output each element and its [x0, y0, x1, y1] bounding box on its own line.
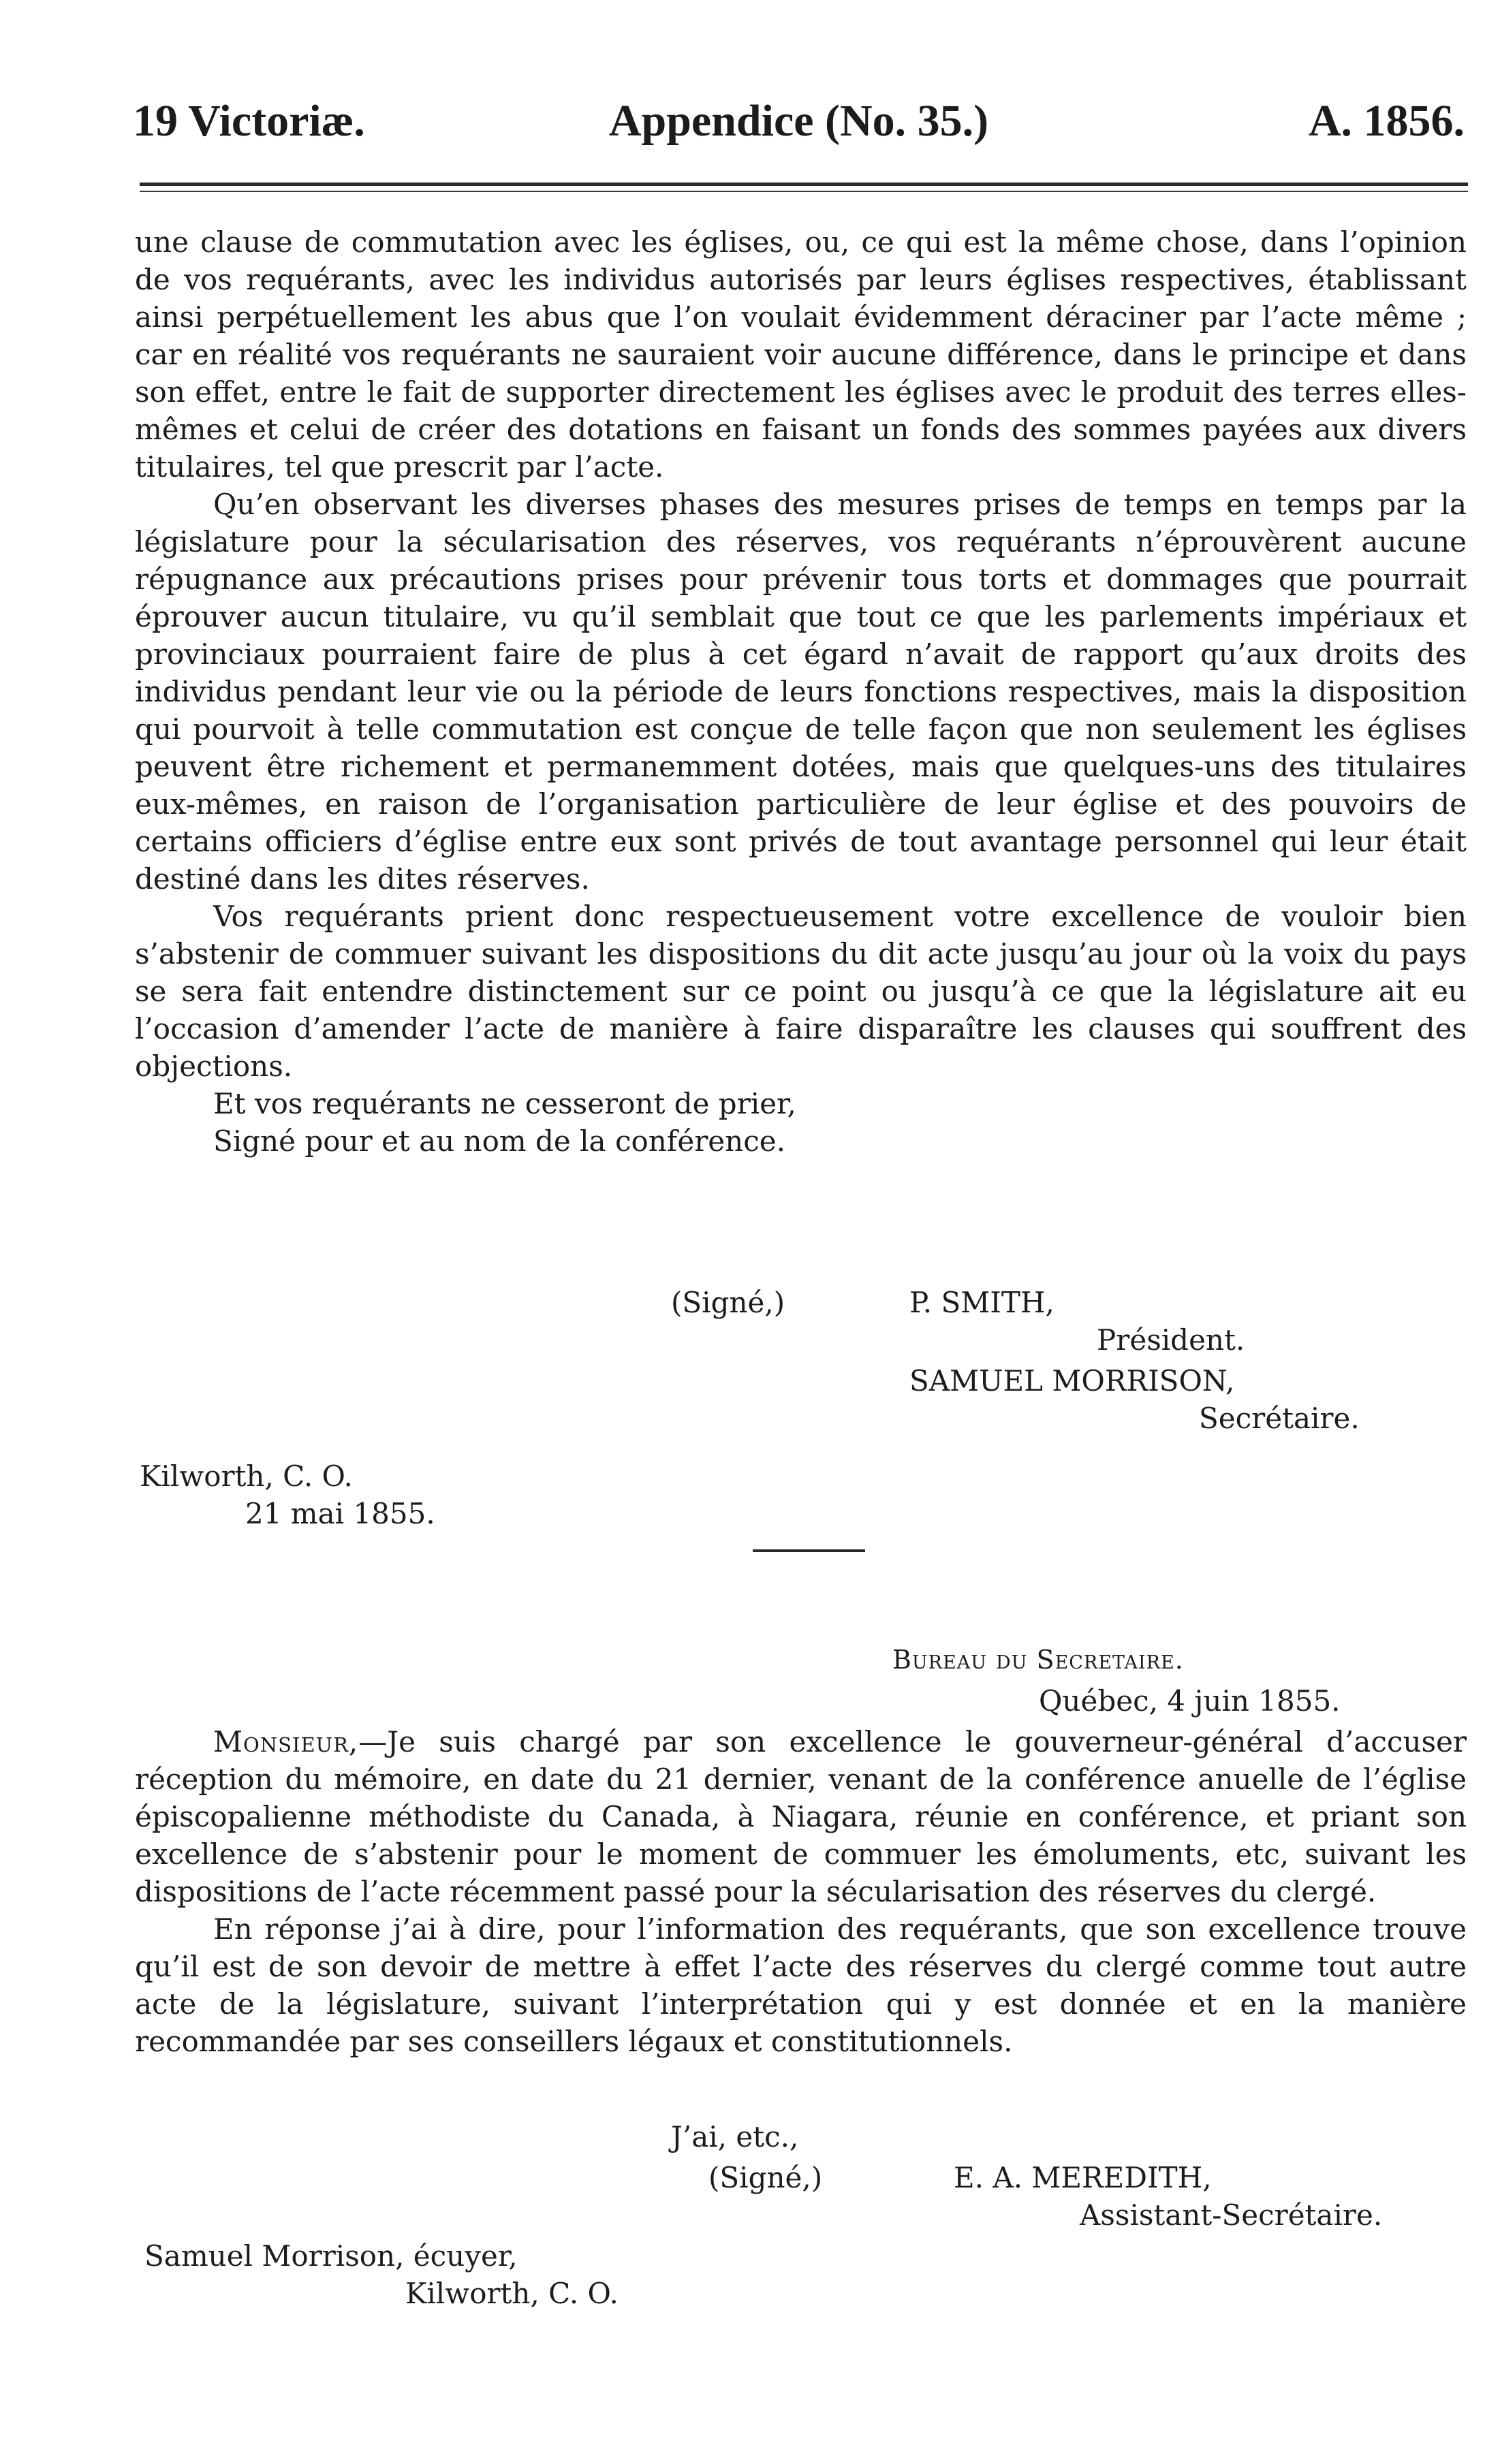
reply-signer-name: E. A. MEREDITH, [954, 2161, 1212, 2194]
petition-body [135, 223, 1467, 1160]
petition-paragraph-1: une clause de commutation avec les églises, ou, ce qui est la même chose, dans l’opinion de vos requérants, avec les individus autorisés par leurs églises respectives, établissant ainsi perpétuellement les abus que l’on voulait évidemment déraciner par l’acte même ; car en réalité vos requérants ne sauraient voir aucune différence, dans le principe et dans son effet, entre le fait de supporter directement les églises avec le produit des terres elles-mêmes et celui de créer des dotations en faisant un fonds des sommes payées aux divers titulaires, tel que prescrit par l’acte. [135, 225, 1467, 484]
header-rule-thin [140, 191, 1468, 192]
header-appendix: Appendice (No. 35.) [608, 96, 989, 146]
signer-president-name: P. SMITH, [909, 1286, 1054, 1319]
petition-closing-2: Signé pour et au nom de la conférence. [213, 1124, 785, 1158]
reply-signer-title: Assistant-Secrétaire. [1080, 2198, 1383, 2232]
reply-paragraph-1-text: —Je suis chargé par son excellence le gouverneur-général d’accuser réception du mémoire, en date du 21 dernier, venant de la conférence anuelle de l’église épiscopalienne méthodiste du Canada, à Niagara, réunie en conférence, et priant son excellence de s’abstenir pour le moment de commuer les émoluments, etc, suivant les dispositions de l’acte récemment passé pour la sécularisation des réserves du clergé. [135, 1725, 1467, 1908]
page-header [133, 95, 1465, 157]
reply-paragraph-2: En réponse j’ai à dire, pour l’information des requérants, que son excellence trouve qu’il est de son devoir de mettre à effet l’acte des réserves du clergé comme tout autre acte de la législature, suivant l’interprétation qui y est donnée et en la manière recommandée par ses conseillers légaux et constitutionnels. [135, 1912, 1467, 2058]
reply-closing: J’ai, etc., [671, 2120, 799, 2153]
reply-addressee-place: Kilworth, C. O. [405, 2277, 619, 2310]
header-session: 19 Victoriæ. [133, 96, 365, 146]
petition-date: 21 mai 1855. [245, 1497, 435, 1530]
reply-office: Bureau du Secretaire. [892, 1645, 1184, 1675]
petition-closing-1: Et vos requérants ne cesseront de prier, [213, 1087, 796, 1120]
petition-signe: (Signé,) [671, 1286, 785, 1319]
section-divider [753, 1549, 865, 1552]
signer-secretary-title: Secrétaire. [1199, 1402, 1360, 1435]
reply-paragraph-1 [135, 1723, 1467, 1910]
header-year: A. 1856. [1308, 96, 1465, 146]
reply-signe: (Signé,) [708, 2161, 823, 2194]
reply-salutation: Monsieur, [213, 1725, 359, 1758]
signer-president-title: Président. [1097, 1323, 1245, 1357]
header-rule-thick [140, 183, 1468, 186]
reply-addressee-name: Samuel Morrison, écuyer, [144, 2239, 518, 2273]
reply-place-date: Québec, 4 juin 1855. [1039, 1684, 1341, 1718]
reply-body [135, 1723, 1467, 2060]
petition-paragraph-2: Qu’en observant les diverses phases des mesures prises de temps en temps par la législature pour la sécularisation des réserves, vos requérants n’éprouvèrent aucune répugnance aux précautions prises pour prévenir tous torts et dommages que pourrait éprouver aucun titulaire, vu qu’il semblait que tout ce que les parlements impériaux et provinciaux pourraient faire de plus à cet égard n’avait de rapport qu’aux droits des individus pendant leur vie ou la période de leurs fonctions respectives, mais la disposition qui pourvoit à telle commutation est conçue de telle façon que non seulement les églises peuvent être richement et permanemment dotées, mais que quelques-uns des titulaires eux-mêmes, en raison de l’organisation particulière de leur église et des pouvoirs de certains officiers d’église entre eux sont privés de tout avantage personnel qui leur était destiné dans les dites réserves. [135, 488, 1467, 896]
petition-place: Kilworth, C. O. [140, 1459, 353, 1493]
petition-paragraph-3: Vos requérants prient donc respectueusement votre excellence de vouloir bien s’abstenir de commuer suivant les dispositions du dit acte jusqu’au jour où la voix du pays se sera fait entendre distinctement sur ce point ou jusqu’à ce que la législature ait eu l’occasion d’amender l’acte de manière à faire disparaître les clauses qui souffrent des objections. [135, 900, 1467, 1083]
signer-secretary-name: SAMUEL MORRISON, [909, 1364, 1235, 1397]
